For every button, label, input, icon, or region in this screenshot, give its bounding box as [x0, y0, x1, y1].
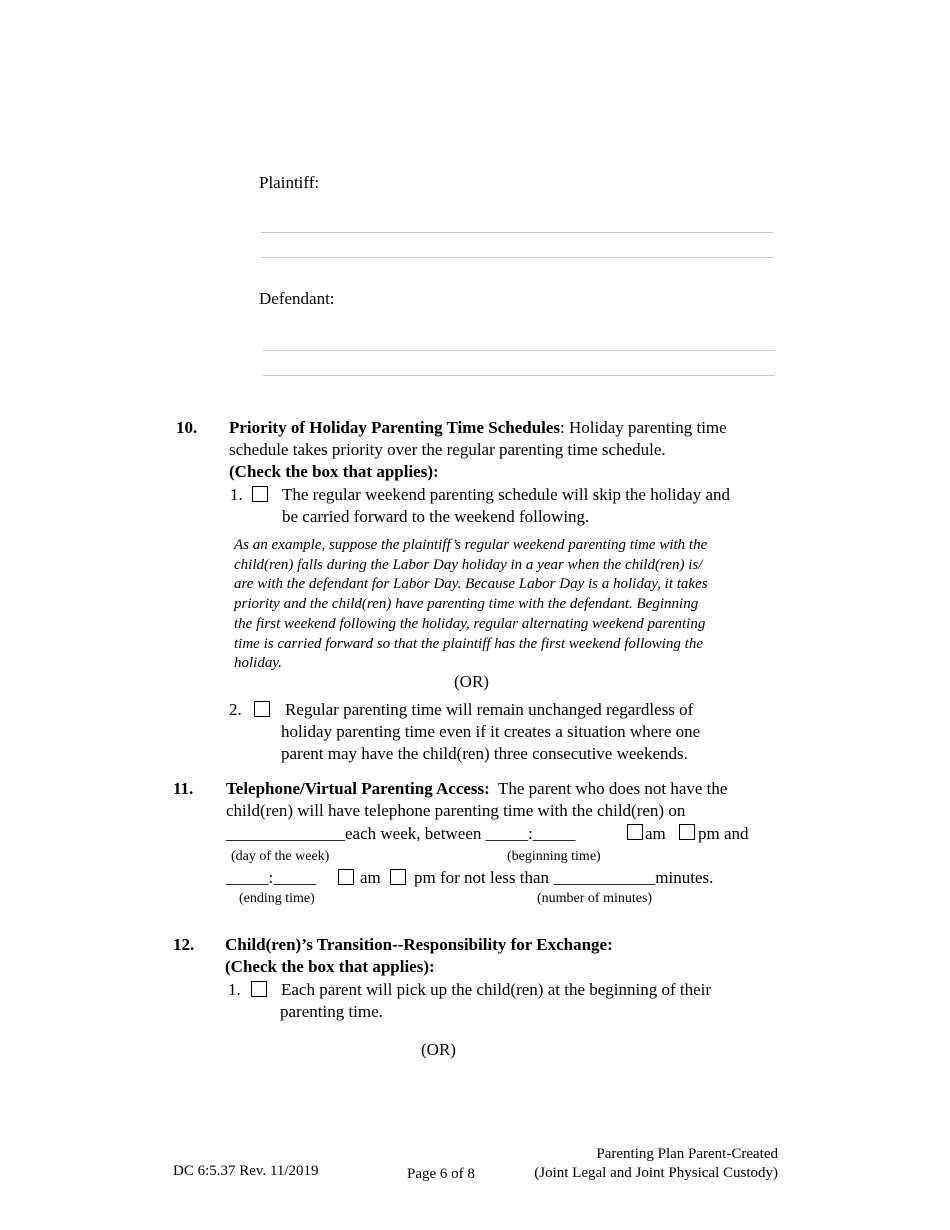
section-12-option-1-line-2: parenting time. — [280, 1002, 383, 1021]
plaintiff-name-line-2[interactable] — [261, 257, 773, 258]
beginning-am-label: am — [645, 824, 666, 843]
section-12-option-1-number: 1. — [228, 980, 241, 999]
footer-page-number: Page 6 of 8 — [407, 1166, 475, 1182]
plaintiff-label: Plaintiff: — [259, 173, 320, 192]
example-line-2: child(ren) falls during the Labor Day holiday in a year when the child(ren) is/ — [234, 557, 703, 573]
example-line-7: holiday. — [234, 655, 282, 671]
example-line-6: time is carried forward so that the plaintiff has the first weekend following the — [234, 636, 704, 652]
section-10-option-2-line-1: Regular parenting time will remain unchanged regardless of — [285, 700, 694, 719]
label-number-of-minutes: (number of minutes) — [537, 891, 653, 906]
section-10-option-1-line-2: be carried forward to the weekend following. — [282, 507, 590, 526]
section-10-or: (OR) — [454, 672, 489, 691]
ending-time-field — [226, 867, 316, 889]
section-11-title: Telephone/Virtual Parenting Access: — [226, 779, 490, 798]
beginning-colon: : — [528, 824, 533, 843]
beginning-minute-blank[interactable]: _____ — [532, 824, 576, 843]
section-10-option-1-line-1: The regular weekend parenting schedule will skip the holiday and — [282, 485, 730, 504]
day-of-week-blank[interactable]: ______________ — [226, 824, 345, 843]
section-11-line-3 — [226, 823, 575, 845]
beginning-pm-checkbox[interactable] — [679, 824, 695, 840]
each-week-between-text: each week, between — [345, 824, 482, 843]
beginning-pm-and-label: pm and — [698, 824, 749, 843]
ending-colon: : — [268, 868, 274, 887]
section-10-option-2-line-2: holiday parenting time even if it creates a situation where one — [281, 722, 701, 741]
section-12-or: (OR) — [421, 1040, 456, 1059]
ending-minute-blank[interactable]: _____ — [273, 868, 316, 887]
label-day-of-week: (day of the week) — [231, 849, 330, 864]
section-10-number: 10. — [176, 418, 198, 437]
example-line-3: are with the defendant for Labor Day. Because Labor Day is a holiday, it takes — [234, 576, 708, 592]
label-beginning-time: (beginning time) — [507, 849, 601, 864]
section-12-option-1-checkbox[interactable] — [251, 981, 267, 997]
ending-pm-text — [414, 867, 713, 889]
section-10-heading — [229, 417, 727, 439]
section-11-number: 11. — [173, 779, 194, 798]
defendant-name-line-1[interactable] — [263, 350, 775, 351]
section-12-option-1-line-1: Each parent will pick up the child(ren) at the beginning of their — [281, 980, 712, 999]
pm-for-not-less-than: pm for not less than — [414, 868, 550, 887]
section-12-check-instruction: (Check the box that applies): — [225, 957, 435, 976]
ending-am-label: am — [360, 868, 381, 887]
ending-am-checkbox[interactable] — [338, 869, 354, 885]
beginning-am-checkbox[interactable] — [627, 824, 643, 840]
label-ending-time: (ending time) — [239, 891, 315, 906]
plaintiff-name-line-1[interactable] — [261, 232, 773, 233]
footer-title-line-2: (Joint Legal and Joint Physical Custody) — [534, 1165, 778, 1181]
section-10-intro: : Holiday parenting time — [560, 418, 727, 437]
example-line-4: priority and the child(ren) have parenting time with the defendant. Beginning — [234, 596, 699, 612]
example-line-5: the first weekend following the holiday, regular alternating weekend parenting — [234, 616, 706, 632]
defendant-label: Defendant: — [259, 289, 335, 308]
section-11-line-2: child(ren) will have telephone parenting time with the child(ren) on — [226, 801, 686, 820]
section-10-option-1-checkbox[interactable] — [252, 486, 268, 502]
section-11-intro: The parent who does not have the — [489, 779, 728, 798]
example-line-1: As an example, suppose the plaintiff’s regular weekend parenting time with the — [234, 537, 708, 553]
section-10-option-2-line-3: parent may have the child(ren) three consecutive weekends. — [281, 744, 688, 763]
beginning-hour-blank[interactable]: _____ — [485, 824, 529, 843]
number-of-minutes-blank[interactable]: ____________ — [553, 868, 656, 887]
ending-pm-checkbox[interactable] — [390, 869, 406, 885]
ending-hour-blank[interactable]: _____ — [226, 868, 269, 887]
footer-form-id: DC 6:5.37 Rev. 11/2019 — [173, 1163, 319, 1179]
section-10-option-1-number: 1. — [230, 485, 243, 504]
section-10-check-instruction: (Check the box that applies): — [229, 462, 439, 481]
section-10-option-2-checkbox[interactable] — [254, 701, 270, 717]
section-12-title: Child(ren)’s Transition--Responsibility for Exchange: — [225, 935, 613, 954]
section-12-number: 12. — [173, 935, 195, 954]
defendant-name-line-2[interactable] — [263, 375, 775, 376]
section-11-heading — [226, 778, 727, 800]
footer-title-line-1: Parenting Plan Parent-Created — [596, 1146, 778, 1162]
section-10-title: Priority of Holiday Parenting Time Schedules — [229, 418, 561, 437]
section-10-intro-line-2: schedule takes priority over the regular parenting time schedule. — [229, 440, 666, 459]
minutes-label: minutes. — [655, 868, 714, 887]
section-10-option-2-number: 2. — [229, 700, 242, 719]
